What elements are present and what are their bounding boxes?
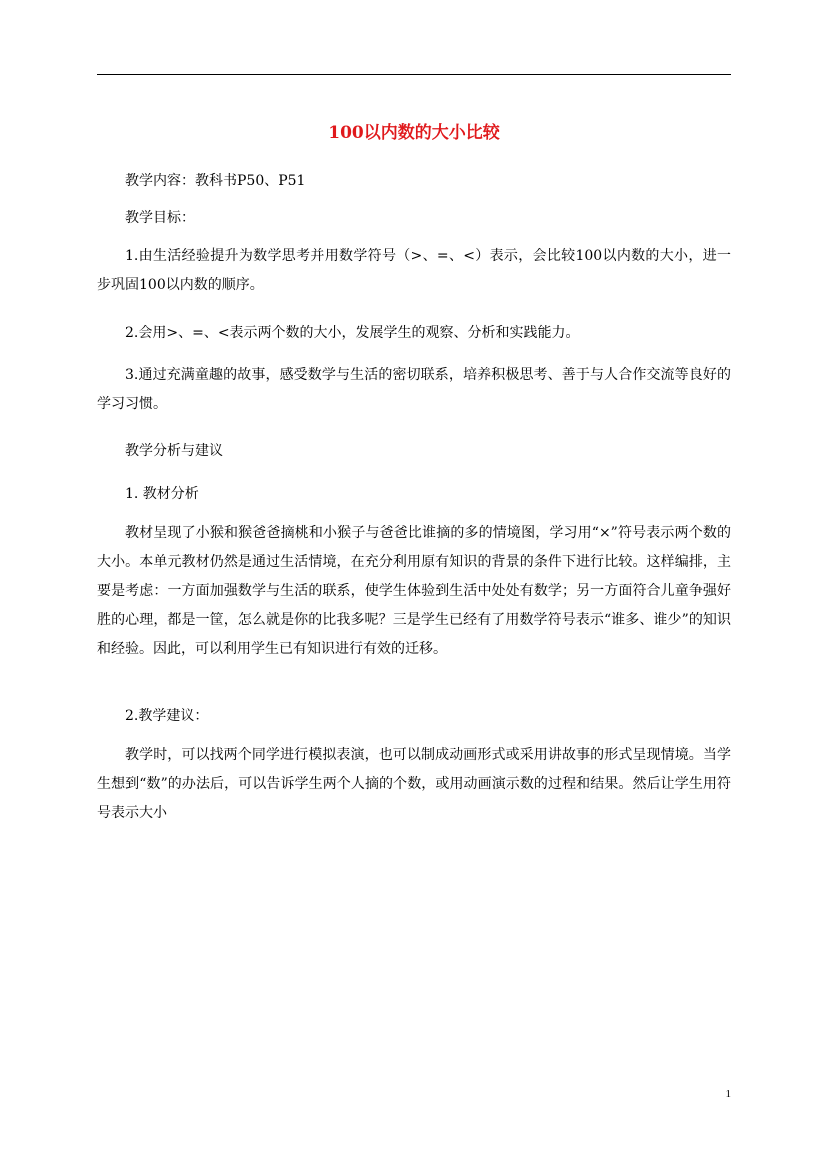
teaching-suggestion-heading: 2.教学建议： [125,708,209,724]
page-number: 1 [725,1088,731,1100]
teaching-content-line: 教学内容：教科书P50、P51 [125,173,306,189]
objective-2: 2.会用>、=、<表示两个数的大小，发展学生的观察、分析和实践能力。 [125,325,580,341]
textbook-analysis-paragraph: 教材呈现了小猴和猴爸爸摘桃和小猴子与爸爸比谁摘的多的情境图，学习用“×”符号表示两个数的大小。本单元教材仍然是通过生活情境，在充分利用原有知识的背景的条件下进行比较。这样编排，主要是考虑：一方面加强数学与生活的联系，使学生体验到生活中处处有数学；另一方面符合儿童争强好胜的心理，都是一筐，怎么就是你的比我多呢？三是学生已经有了用数学符号表示“谁多、谁少”的知识和经验。因此，可以利用学生已有知识进行有效的迁移。 [97,525,731,657]
objective-1: 1.由生活经验提升为数学思考并用数学符号（>、=、<）表示，会比较100以内数的大小，进一步巩固100以内数的顺序。 [97,248,731,293]
header-rule [97,74,731,75]
objective-3: 3.通过充满童趣的故事，感受数学与生活的密切联系，培养积极思考、善于与人合作交流等良好的学习习惯。 [97,367,731,412]
document-title: 100以内数的大小比较 [328,123,500,143]
analysis-heading: 教学分析与建议 [125,443,223,459]
teaching-suggestion-paragraph: 教学时，可以找两个同学进行模拟表演，也可以制成动画形式或采用讲故事的形式呈现情境。当学生想到“数”的办法后，可以告诉学生两个人摘的个数，或用动画演示数的过程和结果。然后让学生用符号表示大小 [97,747,731,821]
objectives-heading: 教学目标： [125,210,195,226]
textbook-analysis-heading: 1. 教材分析 [125,486,199,502]
